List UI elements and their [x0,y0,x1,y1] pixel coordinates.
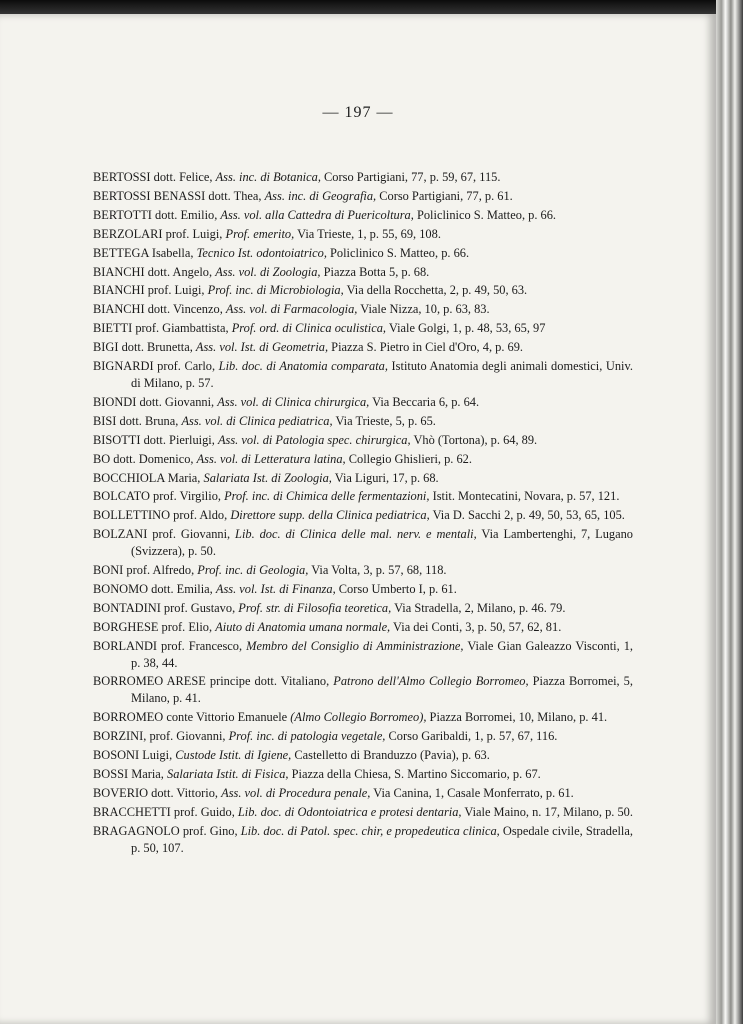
directory-entry [93,264,633,281]
entry-details: Corso Partigiani, 77, p. 61. [379,188,513,203]
entry-details: Collegio Ghislieri, p. 62. [348,451,472,466]
entry-name: BOCCHIOLA Maria, [93,470,201,485]
entry-role: Ass. vol. di Clinica chirurgica, [217,394,370,409]
entry-role: Membro del Consiglio di Amministrazione, [246,638,464,653]
directory-entry [93,673,633,707]
entry-details: Policlinico S. Matteo, p. 66. [416,207,557,222]
entry-details: Via Volta, 3, p. 57, 68, 118. [311,563,447,578]
entry-details: Istit. Montecatini, Novara, p. 57, 121. [432,489,620,504]
entry-details: Corso Umberto I, p. 61. [338,581,457,596]
scan-binding-edge [716,0,743,1024]
entry-name: BISI dott. Bruna, [93,413,179,428]
entry-details: Via Liguri, 17, p. 68. [334,470,439,485]
entry-details: Viale Nizza, 10, p. 63, 83. [360,302,490,317]
directory-entry [93,339,633,356]
document-page [0,14,716,1024]
entry-details: Viale Maino, n. 17, Milano, p. 50. [464,804,633,819]
entry-role: Salariata Ist. di Zoologia, [203,470,332,485]
entry-details: Piazza Borromei, 5, Milano, p. 41. [131,674,633,706]
directory-entry [93,320,633,337]
directory-entry [93,600,633,617]
entry-role: Aiuto di Anatomia umana normale, [215,619,391,634]
entry-details: Piazza S. Pietro in Ciel d'Oro, 4, p. 69. [331,340,524,355]
entry-details: Via Lambertenghi, 7, Lugano (Svizzera), p. 50. [131,527,633,559]
directory-entry [93,282,633,299]
entry-name: BIANCHI dott. Vincenzo, [93,302,223,317]
entry-role: Ass. vol. di Procedura penale, [221,785,371,800]
entry-role: Custode Istit. di Igiene, [175,748,292,763]
directory-entry [93,188,633,205]
directory-entry [93,394,633,411]
entry-name: BOSONI Luigi, [93,748,173,763]
entry-name: BIETTI prof. Giambattista, [93,321,229,336]
entry-details: Piazza Borromei, 10, Milano, p. 41. [429,710,608,725]
entry-role: Ass. vol. Ist. di Finanza, [215,581,336,596]
entry-role: Ass. inc. di Botanica, [215,170,321,184]
entry-details: Via Canina, 1, Casale Monferrato, p. 61. [373,785,574,800]
entry-details: Corso Garibaldi, 1, p. 57, 67, 116. [388,729,558,744]
entry-role: Prof. inc. di Chimica delle fermentazioni, [224,489,430,504]
entry-details: Viale Gian Galeazzo Visconti, 1, p. 38, 44. [131,638,634,670]
entry-details: Viale Golgi, 1, p. 48, 53, 65, 97 [388,321,546,336]
entry-name: BERTOSSI dott. Felice, [93,170,213,184]
entry-details: Vhò (Tortona), p. 64, 89. [413,432,538,447]
directory-entry [93,470,633,487]
entry-name: BERTOSSI BENASSI dott. Thea, [93,188,262,203]
entry-details: Piazza Botta 5, p. 68. [323,264,430,279]
entry-name: BIGI dott. Brunetta, [93,340,193,355]
entry-name: BORLANDI prof. Francesco, [93,638,243,653]
entry-details: Policlinico S. Matteo, p. 66. [330,245,470,260]
directory-entry [93,638,633,672]
directory-entry [93,709,633,726]
directory-entry [93,451,633,468]
entry-role: Ass. vol. di Clinica pediatrica, [181,413,333,428]
page-number: — 197 — [322,104,394,121]
directory-entry [93,507,633,524]
entry-name: BERTOTTI dott. Emilio, [93,207,218,222]
entry-name: BOSSI Maria, [93,767,164,781]
entry-role: Lib. doc. di Odontoiatrica e protesi dentaria, [237,804,462,819]
entry-role: Lib. doc. di Patol. spec. chir, e propedeutica clinica, [240,823,500,838]
entry-name: BIANCHI prof. Luigi, [93,283,205,298]
entry-details: Via Beccaria 6, p. 64. [372,394,480,409]
directory-entry [93,413,633,430]
entry-name: BONOMO dott. Emilia, [93,581,213,596]
directory-entry [93,432,633,449]
directory-entry [93,581,633,598]
entry-name: BONI prof. Alfredo, [93,563,195,578]
entry-role: Prof. str. di Filosofia teoretica, [238,600,392,615]
entry-name: BORROMEO conte Vittorio Emanuele [93,710,288,725]
directory-entry [93,169,633,186]
entry-details: Via Stradella, 2, Milano, p. 46. 79. [394,600,566,615]
entry-name: BO dott. Domenico, [93,451,194,466]
entry-role: Ass. inc. di Geografia, [264,188,377,203]
directory-entry [93,747,633,764]
entry-role: Tecnico Ist. odontoiatrico, [196,245,327,260]
entry-details: Via D. Sacchi 2, p. 49, 50, 53, 65, 105. [432,508,625,523]
directory-entry [93,526,633,560]
entry-role: Direttore supp. della Clinica pediatrica, [230,508,430,523]
entry-details: Via Trieste, 1, p. 55, 69, 108. [297,226,441,241]
entry-role: Ass. vol. di Farmacologia, [225,302,358,317]
entry-name: BORGHESE prof. Elio, [93,619,213,634]
entry-name: BONTADINI prof. Gustavo, [93,600,236,615]
directory-entry [93,619,633,636]
entry-role: Lib. doc. di Clinica delle mal. nerv. e mentali, [235,527,477,542]
entry-name: BIANCHI dott. Angelo, [93,264,213,279]
entry-name: BETTEGA Isabella, [93,245,194,260]
entry-name: BIGNARDI prof. Carlo, [93,359,216,374]
directory-entry [93,488,633,505]
entry-name: BOVERIO dott. Vittorio, [93,785,219,800]
entry-role: Ass. vol. di Letteratura latina, [196,451,346,466]
directory-entry [93,785,633,802]
entry-details: Corso Partigiani, 77, p. 59, 67, 115. [324,170,501,184]
directory-entry [93,207,633,224]
entry-name: BORZINI, prof. Giovanni, [93,729,226,744]
entry-details: Ospedale civile, Stradella, p. 50, 107. [131,823,633,855]
entry-role: Prof. inc. di patologia vegetale, [228,729,386,744]
directory-entry [93,823,633,857]
entry-name: BIONDI dott. Giovanni, [93,394,215,409]
entry-role: Ass. vol. Ist. di Geometria, [195,340,329,355]
entry-role: Prof. ord. di Clinica oculistica, [231,321,386,336]
entry-role: Prof. inc. di Geologia, [197,563,309,578]
entry-name: BOLLETTINO prof. Aldo, [93,508,228,523]
entry-name: BORROMEO ARESE principe dott. Vitaliano, [93,674,330,689]
directory-entry [93,301,633,318]
entry-role: Patrono dell'Almo Collegio Borromeo, [333,674,529,689]
entry-name: BOLZANI prof. Giovanni, [93,527,231,542]
entry-details: Via della Rocchetta, 2, p. 49, 50, 63. [346,283,528,298]
entry-details: Castelletto di Branduzzo (Pavia), p. 63. [294,748,490,763]
directory-entry [93,562,633,579]
entry-role: Ass. vol. alla Cattedra di Puericoltura, [220,207,414,222]
directory-list [93,169,633,857]
entry-name: BISOTTI dott. Pierluigi, [93,432,215,447]
entry-name: BOLCATO prof. Virgilio, [93,489,221,504]
entry-details: Piazza della Chiesa, S. Martino Siccomario, p. 67. [291,767,541,781]
entry-role: Prof. inc. di Microbiologia, [207,283,344,298]
directory-entry [93,728,633,745]
entry-name: BRAGAGNOLO prof. Gino, [93,823,238,838]
entry-role: Prof. emerito, [225,226,295,241]
entry-details: Via Trieste, 5, p. 65. [335,413,436,428]
entry-role: Ass. vol. di Patologia spec. chirurgica, [217,432,411,447]
entry-name: BERZOLARI prof. Luigi, [93,226,223,241]
entry-details: Istituto Anatomia degli animali domestici, Univ. di Milano, p. 57. [131,359,633,390]
entry-name: BRACCHETTI prof. Guido, [93,804,235,819]
entry-role: Ass. vol. di Zoologia, [215,264,321,279]
directory-entry [93,358,633,392]
directory-entry [93,804,633,821]
entry-role: Lib. doc. di Anatomia comparata, [218,359,388,374]
entry-role: (Almo Collegio Borromeo), [290,710,427,725]
directory-entry [93,226,633,243]
entry-role: Salariata Istit. di Fisica, [167,767,289,781]
directory-entry [93,766,633,783]
directory-entry [93,245,633,262]
entry-details: Via dei Conti, 3, p. 50, 57, 62, 81. [393,619,562,634]
